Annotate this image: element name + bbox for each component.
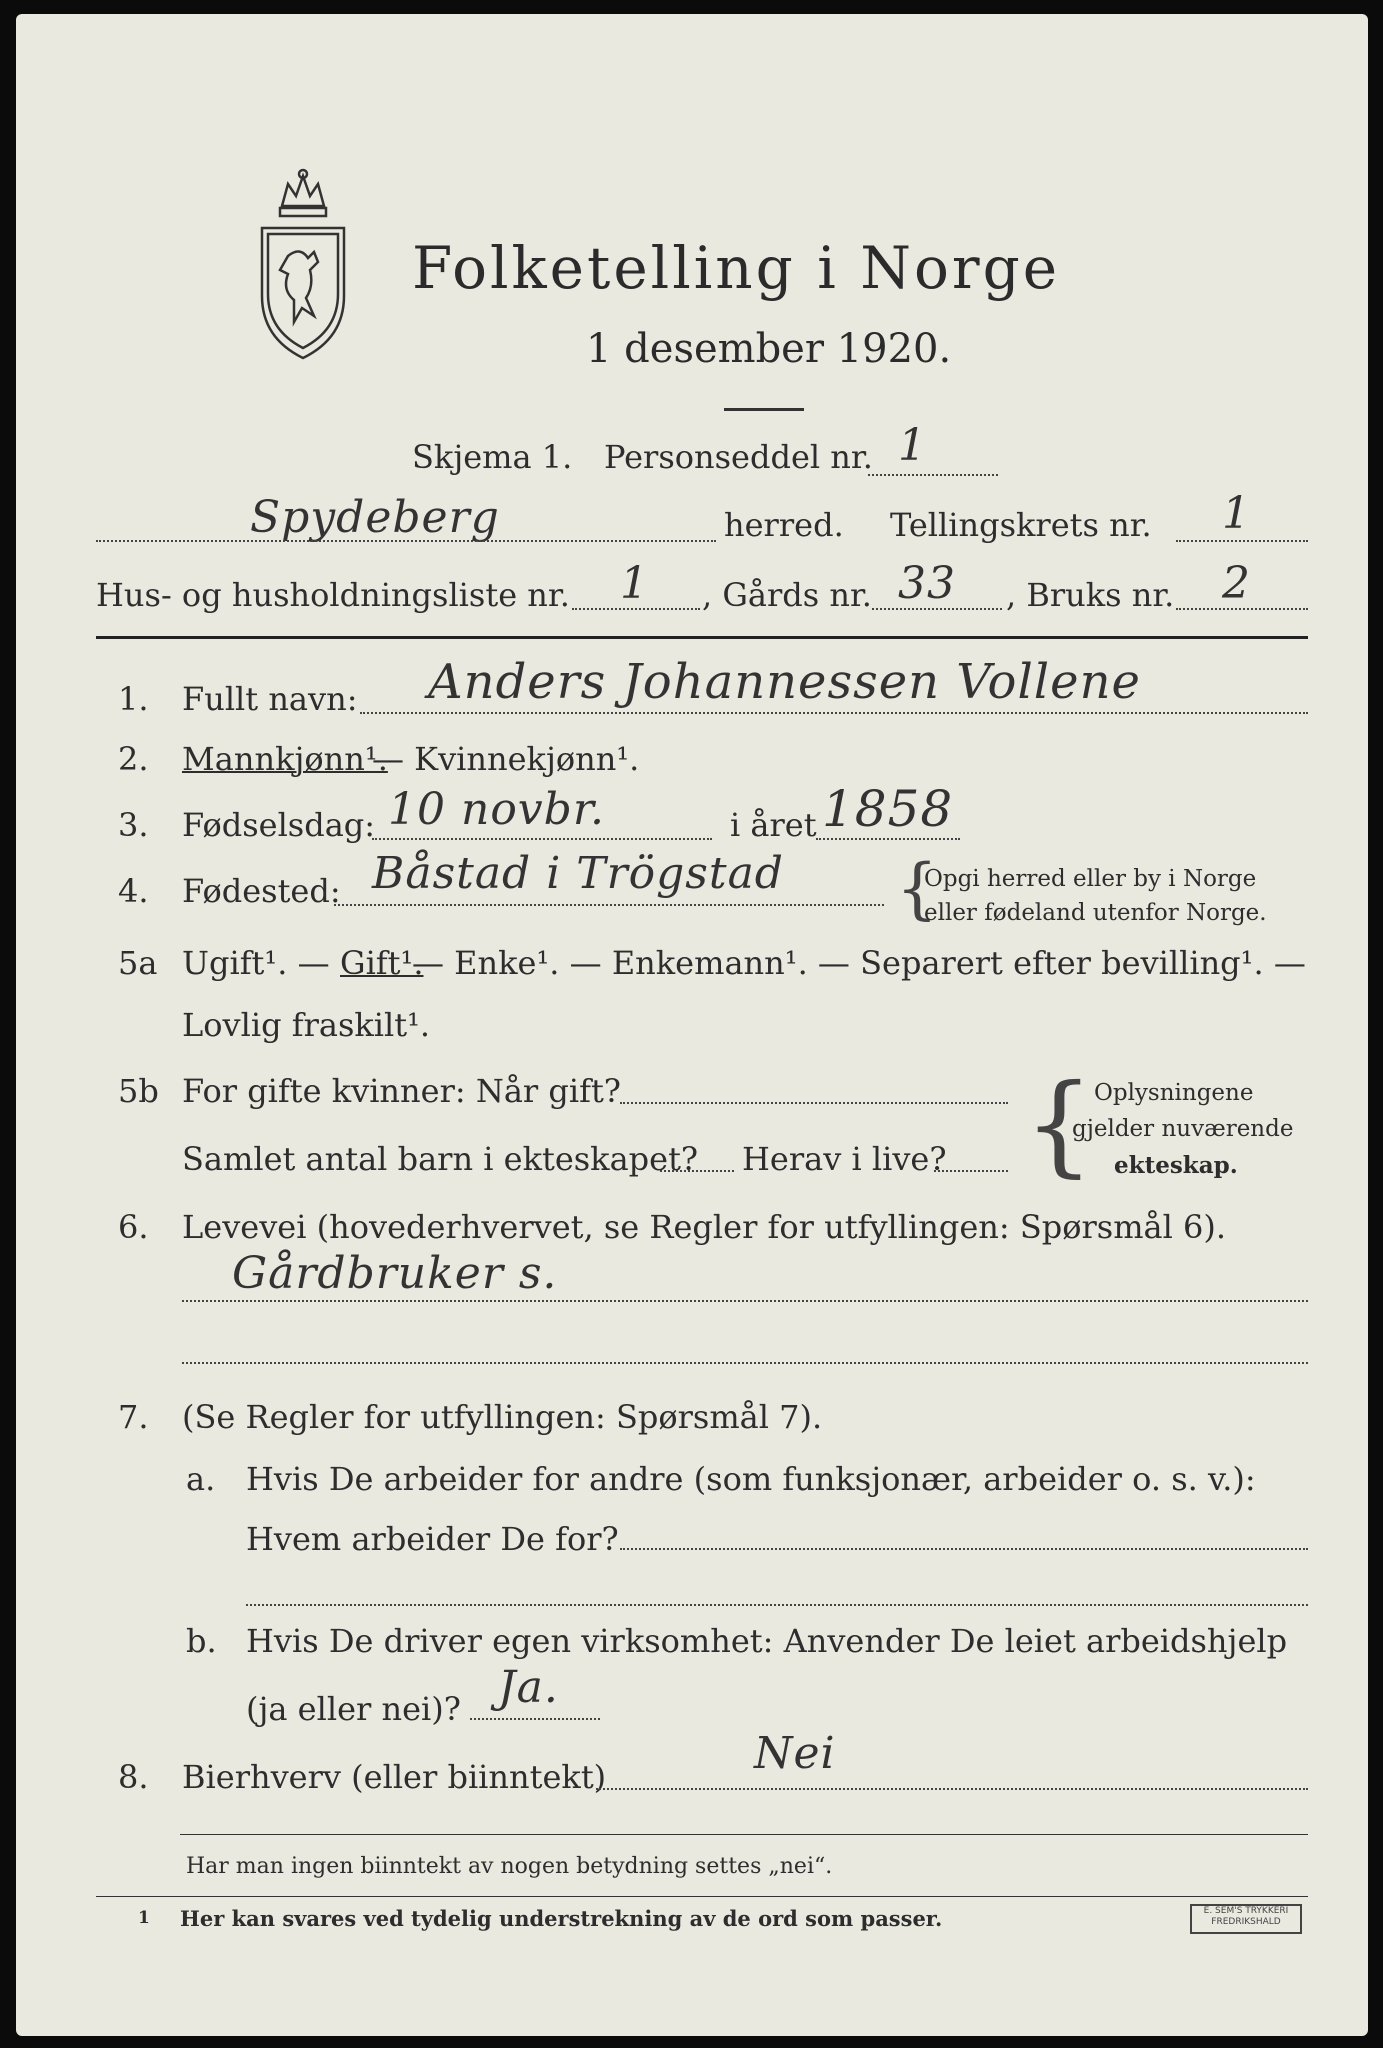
herred-label: herred.	[724, 506, 844, 544]
personseddel-line	[868, 474, 998, 476]
q5b-note-1: Oplysningene	[1094, 1080, 1254, 1106]
q7b-label-2: (ja eller nei)?	[246, 1690, 461, 1728]
q6-line-2	[182, 1362, 1308, 1364]
q1-line	[360, 712, 1308, 714]
q5a-fraskilt-option[interactable]: Lovlig fraskilt¹.	[182, 1006, 431, 1044]
q5b-line-3	[934, 1170, 1008, 1172]
herred-line	[96, 540, 716, 542]
q3-aret-label: i året	[730, 806, 817, 844]
norway-coat-of-arms-icon	[252, 166, 354, 366]
q2-number: 2.	[118, 740, 149, 778]
personseddel-label: Personseddel nr.	[604, 438, 873, 476]
tellingskrets-value[interactable]: 1	[1222, 488, 1251, 539]
q7a-letter: a.	[186, 1460, 216, 1498]
hus-label: Hus- og husholdningsliste nr.	[96, 576, 570, 614]
form-title: Folketelling i Norge	[412, 234, 1061, 302]
bruks-label: , Bruks nr.	[1006, 576, 1175, 614]
q8-line	[596, 1788, 1308, 1790]
q5a-number: 5a	[118, 944, 158, 982]
q5b-label-1: For gifte kvinner: Når gift?	[182, 1072, 621, 1110]
footnote-divider	[96, 1896, 1308, 1897]
tellingskrets-line	[1176, 540, 1308, 542]
q4-note-1: Opgi herred eller by i Norge	[924, 866, 1257, 892]
footer-divider	[180, 1834, 1308, 1835]
q4-number: 4.	[118, 872, 149, 910]
q3-year-line	[816, 838, 960, 840]
q6-number: 6.	[118, 1208, 149, 1246]
q5b-label-3: Herav i live?	[742, 1140, 947, 1178]
q5b-line-1	[620, 1102, 1008, 1104]
skjema-label: Skjema 1.	[412, 438, 573, 476]
q1-label: Fullt navn:	[182, 680, 358, 718]
q8-label: Bierhverv (eller biinntekt)	[182, 1758, 607, 1796]
tellingskrets-label: Tellingskrets nr.	[890, 506, 1152, 544]
printer-stamp-line-2: FREDRIKSHALD	[1211, 1917, 1281, 1927]
bruks-line	[1176, 608, 1308, 610]
q5a-ugift-option[interactable]: Ugift¹. —	[182, 944, 330, 982]
q7-label: (Se Regler for utfyllingen: Spørsmål 7).	[182, 1398, 823, 1436]
q7b-line	[470, 1718, 600, 1720]
bruks-value[interactable]: 2	[1222, 558, 1251, 609]
full-name-value[interactable]: Anders Johannessen Vollene	[428, 654, 1141, 710]
q5b-number: 5b	[118, 1072, 159, 1110]
q7a-label: Hvis De arbeider for andre (som funksjonær, arbeider o. s. v.):	[246, 1460, 1256, 1498]
q5b-brace: {	[1024, 1060, 1094, 1188]
occupation-value[interactable]: Gårdbruker s.	[232, 1248, 558, 1299]
gards-label: , Gårds nr.	[702, 576, 872, 614]
hus-value[interactable]: 1	[620, 558, 649, 609]
q7a-label-2: Hvem arbeider De for?	[246, 1520, 619, 1558]
q7-number: 7.	[118, 1398, 149, 1436]
q7b-label: Hvis De driver egen virksomhet: Anvender De leiet arbeidshjelp	[246, 1622, 1288, 1660]
birthplace-value[interactable]: Båstad i Trögstad	[372, 848, 784, 899]
q4-brace: {	[896, 850, 938, 927]
gards-value[interactable]: 33	[898, 558, 956, 609]
q5a-other-options[interactable]: — Enke¹. — Enkemann¹. — Separert efter bevilling¹. —	[412, 944, 1306, 982]
q1-number: 1.	[118, 680, 149, 718]
q7b-letter: b.	[186, 1622, 217, 1660]
footer-note: Har man ingen biinntekt av nogen betydning settes „nei“.	[186, 1854, 833, 1879]
birthdate-value[interactable]: 10 novbr.	[388, 784, 606, 835]
q5a-gift-option[interactable]: Gift¹.	[340, 944, 424, 982]
q3-label: Fødselsdag:	[182, 806, 376, 844]
q5b-note-3: ekteskap.	[1114, 1152, 1238, 1179]
q8-number: 8.	[118, 1758, 149, 1796]
q5b-note-2: gjelder nuværende	[1072, 1116, 1294, 1142]
personseddel-value[interactable]: 1	[898, 420, 927, 471]
q3-line	[372, 838, 712, 840]
gards-line	[872, 608, 1002, 610]
q7b-value[interactable]: Ja.	[498, 1662, 559, 1713]
q5b-line-2	[660, 1170, 734, 1172]
q4-label: Fødested:	[182, 872, 341, 910]
q7a-line-2	[246, 1604, 1308, 1606]
header-divider	[96, 636, 1308, 639]
q4-line	[334, 904, 884, 906]
census-date: 1 desember 1920.	[586, 326, 952, 372]
side-income-value[interactable]: Nei	[754, 1728, 836, 1779]
q2-mannkjonn-option[interactable]: Mannkjønn¹.	[182, 740, 388, 778]
printer-stamp	[1190, 1904, 1302, 1934]
q6-label: Levevei (hovederhvervet, se Regler for utfyllingen: Spørsmål 6).	[182, 1208, 1227, 1246]
title-rule	[724, 408, 804, 411]
q3-number: 3.	[118, 806, 149, 844]
q7a-line-1	[620, 1548, 1308, 1550]
printer-stamp-line-1: E. SEM'S TRYKKERI	[1203, 1906, 1289, 1916]
q5b-label-2: Samlet antal barn i ekteskapet?	[182, 1140, 699, 1178]
q2-kvinnekjonn-option[interactable]: — Kvinnekjønn¹.	[372, 740, 640, 778]
footnote-text: Her kan svares ved tydelig understrekning av de ord som passer.	[180, 1906, 943, 1931]
birthyear-value[interactable]: 1858	[822, 780, 954, 838]
herred-value[interactable]: Spydeberg	[250, 492, 500, 543]
q4-note-2: eller fødeland utenfor Norge.	[924, 900, 1267, 926]
q6-line-1	[182, 1300, 1308, 1302]
hus-line	[572, 608, 700, 610]
footnote-mark: 1	[138, 1908, 150, 1928]
